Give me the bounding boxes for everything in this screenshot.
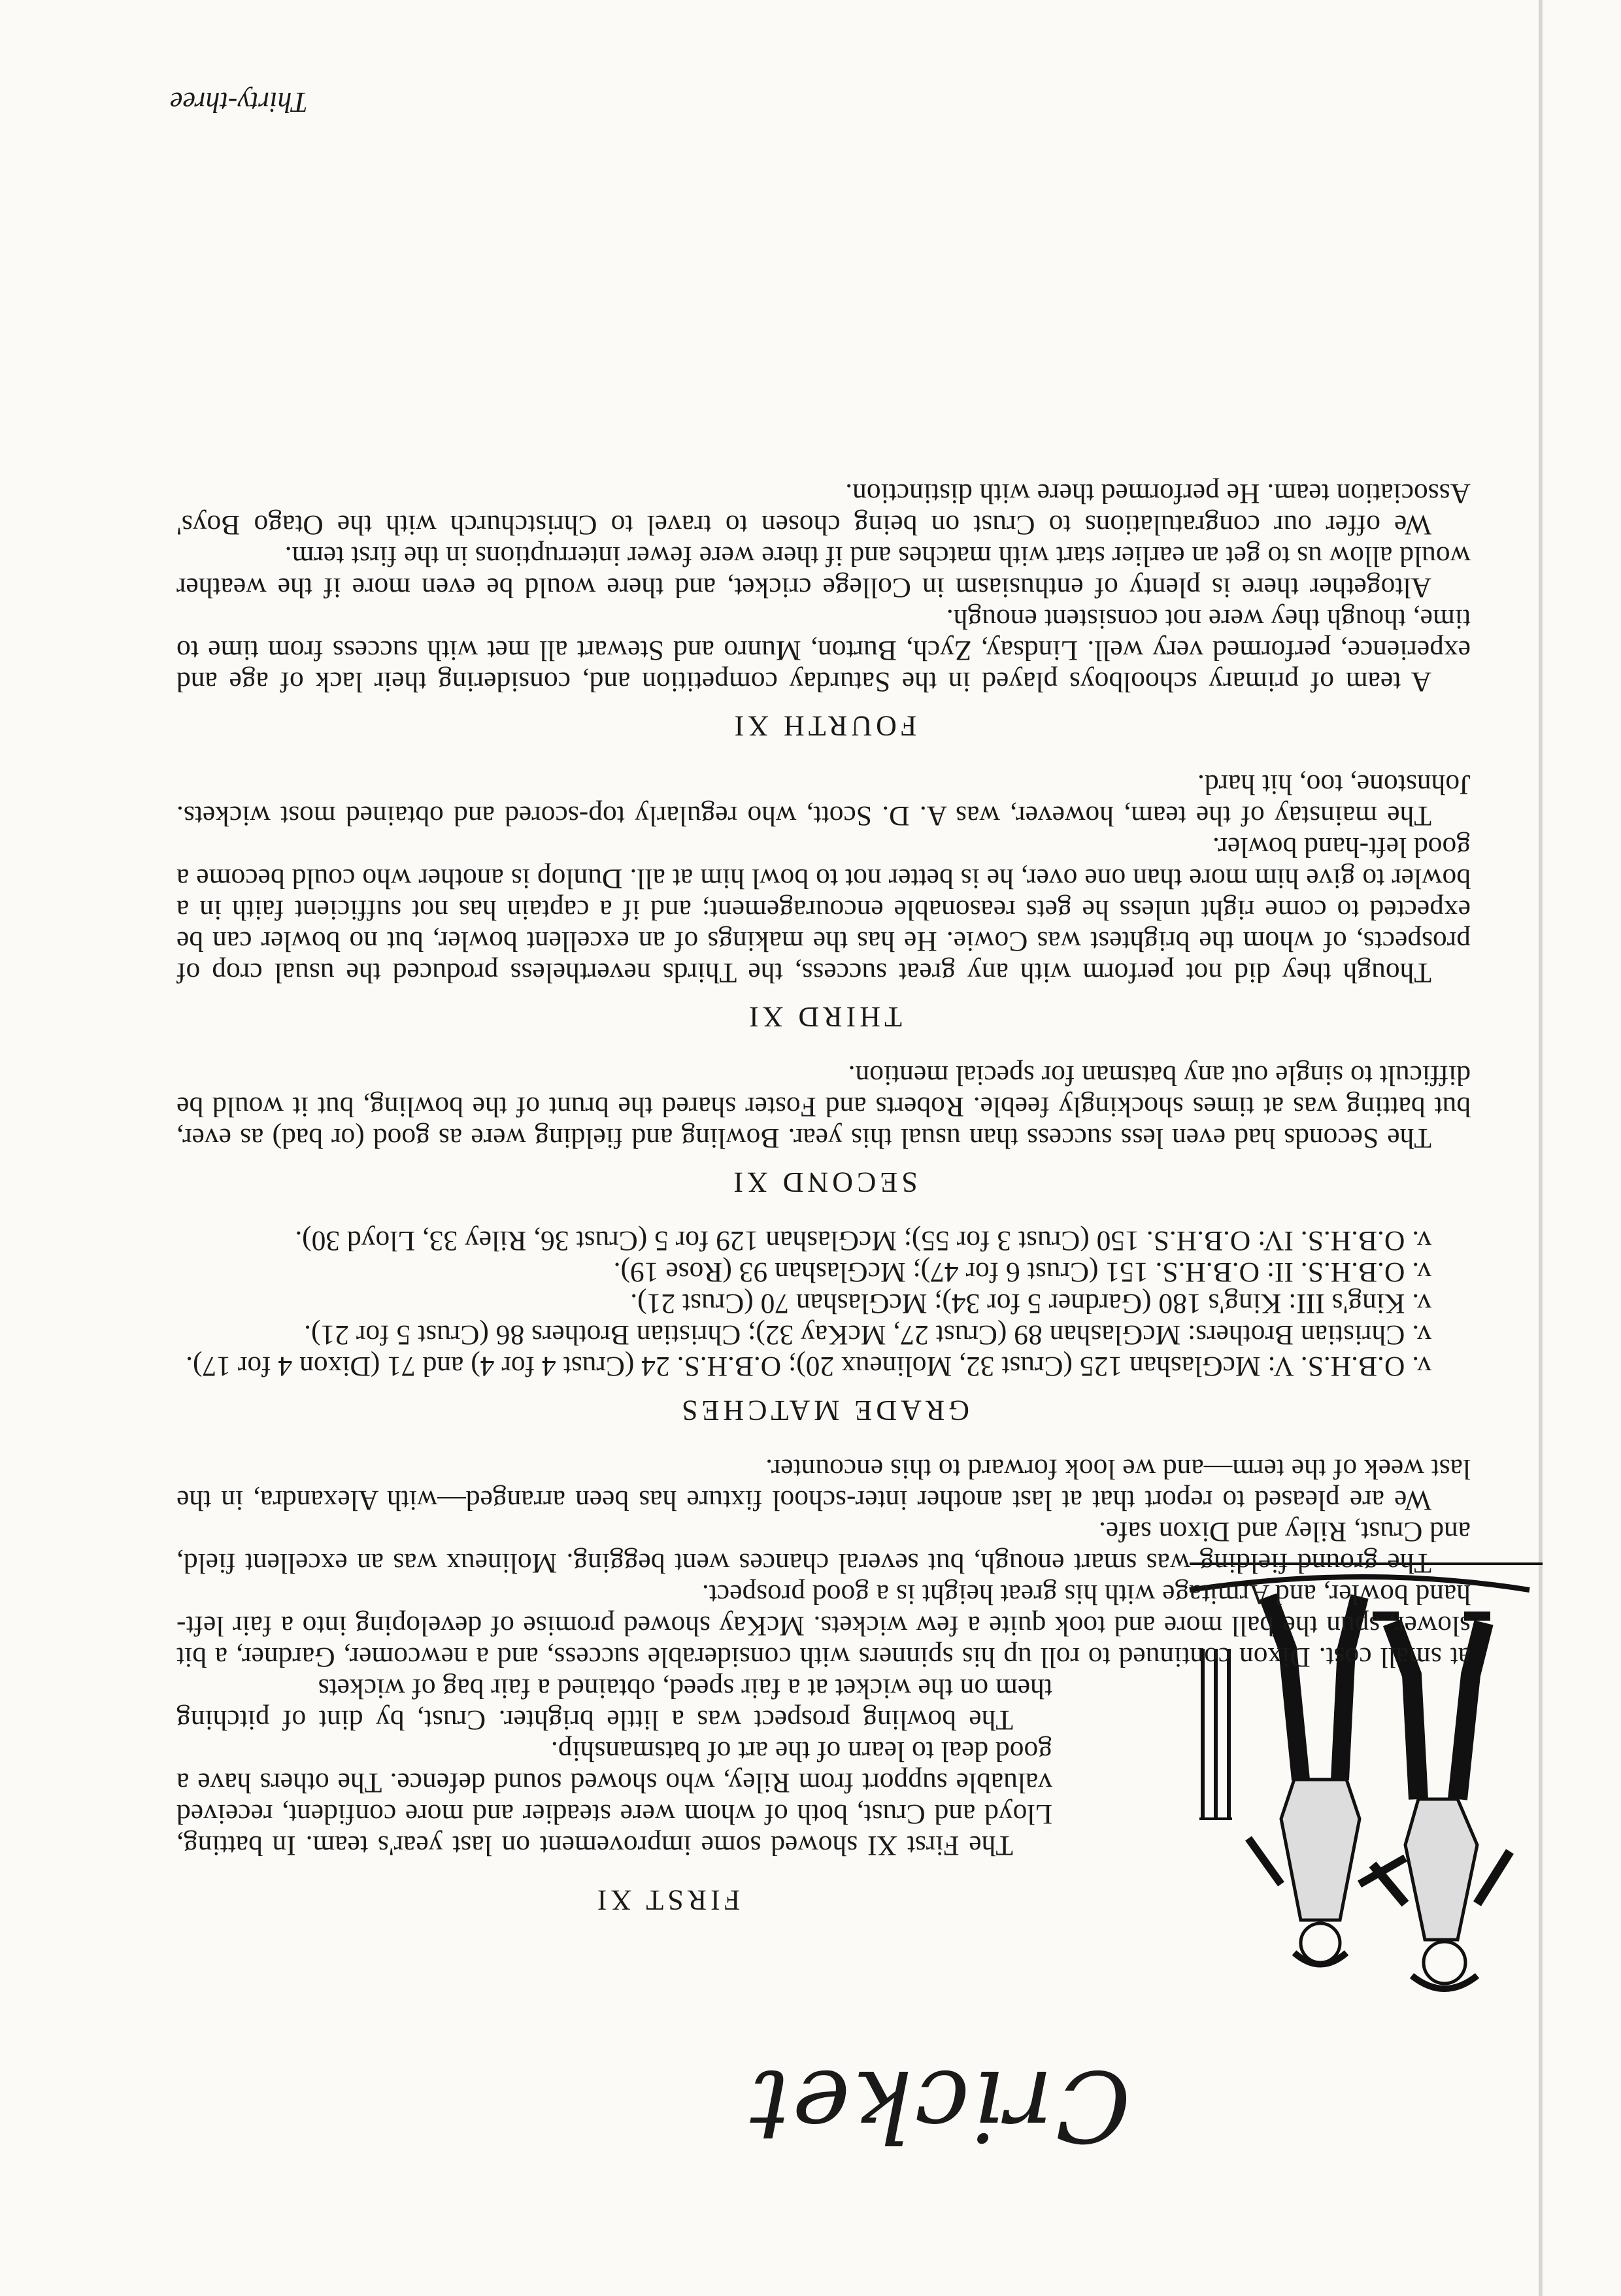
section-heading-third-xi: THIRD XI [745,1001,902,1033]
grade-match-result: v. King's III: King's 180 (Gardner 5 for 34); McGlashan 70 (Crust 21). [630,1288,1431,1319]
first-xi-paragraph: We are pleased to report that at last another inter-school fixture has been arranged—with Alexandra, in the last week of the term—and we look forward to this encounter. [176,1453,1471,1516]
first-xi-paragraph: The First XI showed some improvement on last year's team. In batting, Lloyd and Crust, both of whom were steadier and more confident, received valuable support from Riley, who showed sound defence. The others have a good deal to learn of the art of batsmanship. [176,1736,1052,1861]
section-heading-fourth-xi: FOURTH XI [730,710,917,742]
grade-match-result: v. O.B.H.S. V: McGlashan 125 (Crust 32, Molineux 20); O.B.H.S. 24 (Crust 4 for 4) and 71 (Dixon 4 for 17). [186,1351,1431,1382]
third-xi-paragraph: Though they did not perform with any great success, the Thirds nevertheless produced the usual crop of prospects, of whom the brightest was Cowie. He has the makings of an excellent bowler, but no bowler can be expected to come right unless he gets reasonable encouragement; and if a captain has not sufficient faith in a bowler to give him more than one over, he is better not to bowl him at all. Dunlop is another who could become a good left-hand bowler. [176,832,1471,988]
section-heading-first-xi: FIRST XI [593,1884,741,1916]
fourth-xi-paragraph: A team of primary schoolboys played in the Saturday competition and, considering their lack of age and experience, performed very well. Lindsay, Zych, Burton, Munro and Stewart all met with success from time to time, though they were not consistent enough. [176,603,1471,698]
page-title: Cricket [747,2048,1131,2162]
grade-match-result: v. O.B.H.S. IV: O.B.H.S. 150 (Crust 3 for 55); McGlashan 129 for 5 (Crust 36, Riley 33, Lloyd 30). [295,1225,1431,1257]
grade-match-result: v. O.B.H.S. II: O.B.H.S. 151 (Crust 6 for 47); McGlashan 93 (Rose 19). [613,1257,1431,1288]
second-xi-paragraph: The Seconds had even less success than usual this year. Bowling and fielding were as good (or bad) as ever, but batting was at times shockingly feeble. Roberts and Foster shared the brunt of the bowling, but it would be difficult to single out any batsman for special mention. [176,1060,1471,1154]
section-heading-grade-matches: GRADE MATCHES [678,1394,969,1427]
section-heading-second-xi: SECOND XI [729,1166,918,1198]
first-xi-paragraph: The bowling prospect was a little brighter. Crust, by dint of pitching them on the wicket at a fair speed, obtained a fair bag of wickets [176,1673,1052,1736]
first-xi-paragraph: The ground fielding was smart enough, but several chances went begging. Molineux was an excellent field, and Crust, Riley and Dixon safe. [176,1516,1471,1579]
page-number: Thirty-three [170,86,308,118]
first-xi-paragraph: at small cost. Dixon continued to roll up his spinners with considerable success, and a newcomer, Gardner, a bit slower, spun the ball more and took quite a few wickets. McKay showed promise of developing into a fair left-hand bowler, and Armitage with his great height is a good prospect. [176,1579,1471,1673]
grade-match-result: v. Christian Brothers: McGlashan 89 (Crust 27, McKay 32); Christian Brothers 86 (Crust 5 for 21). [304,1319,1431,1351]
fourth-xi-paragraph: We offer our congratulations to Crust on being chosen to travel to Christchurch with the Otago Boys' Association team. He performed there with distinction. [176,478,1471,541]
fourth-xi-paragraph: Altogether there is plenty of enthusiasm in College cricket, and there would be even more if the weather would allow us to get an earlier start with matches and if there were fewer interruptions in the first term. [176,541,1471,603]
third-xi-paragraph: The mainstay of the team, however, was A. D. Scott, who regularly top-scored and obtained most wickets. Johnstone, too, hit hard. [176,769,1471,832]
first-xi-section [176,478,1471,1917]
